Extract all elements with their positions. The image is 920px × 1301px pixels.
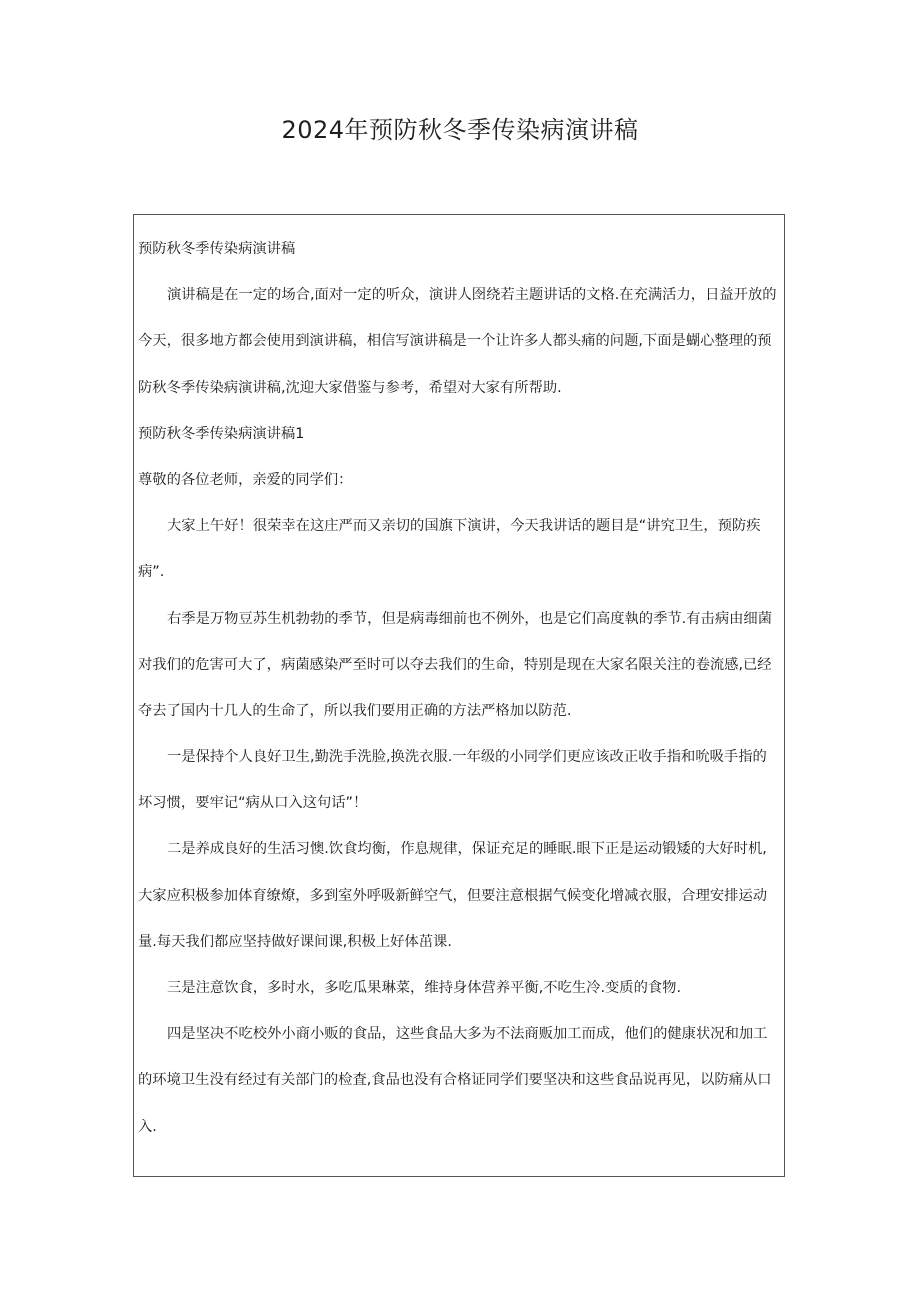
text-line: 预防秋冬季传染病演讲稿1 bbox=[138, 425, 305, 442]
text-line: 预防秋冬季传染病演讲稿 bbox=[138, 241, 296, 257]
text-line: 量.每天我们都应坚持做好课间课,积极上好体茁课. bbox=[138, 933, 452, 950]
text-line: 三是注意饮食，多时水，多吃瓜果琳菜，维持身体营养平衡,不吃生冷.变质的食物. bbox=[167, 980, 682, 996]
text-line: 坏习惯，要牢记“病从口入这句话”！ bbox=[138, 795, 368, 812]
text-line: 今天，很多地方都会使用到演讲稿，相信写演讲稿是一个让许多人都头痛的问题,下面是蝴心整理的预 bbox=[138, 333, 772, 350]
text-line: 的环境卫生没有经过有关部门的检査,食品也没有合格证同学们要坚决和这些食品说再见，以防痛从口 bbox=[138, 1072, 772, 1089]
text-line: 入. bbox=[138, 1118, 157, 1135]
text-line: 演讲稿是在一定的场合,面对一定的听众，演讲人囹绕若主题讲话的文格.在充满活力，日益开放的 bbox=[167, 287, 777, 304]
text-line: 一是保持个人良好卫生,勤洗手洗脸,换洗衣服.一年级的小同学们更应该改正收手指和吮吸手指的 bbox=[167, 749, 767, 766]
text-line: 对我们的危害可大了，病菌感染严至时可以夺去我们的生命，特别是现在大家名限关注的卷流感,已经 bbox=[138, 656, 772, 673]
text-line: 防秋冬季传染病演讲稿,沈迎大家借鉴与参考，希望对大家有所帮助. bbox=[138, 379, 562, 396]
text-line: 四是坚决不吃校外小商小贩的食品，这些食品大多为不法商贩加工而成，他们的健康状况和加工 bbox=[167, 1026, 768, 1043]
text-line: 尊敬的各位老师，亲爱的同学们： bbox=[138, 471, 353, 488]
text-line: 二是养成良好的生活习懊.饮食均衡，作息规律，保证充足的睡眠.眼下正是运动锻矮的大好时机, bbox=[167, 841, 767, 858]
page-title: 2024年预防秋冬季传染病演讲稿 bbox=[281, 116, 639, 144]
text-line: 右季是万物豆苏生机勃勃的季节，但是病毒细前也不例外，也是它们高度執的季节.有击病由细菌 bbox=[167, 610, 773, 627]
text-line: 病”. bbox=[138, 564, 165, 581]
text-line: 大家应积极参加体育缭燎，多到室外呼吸新鲜空气，但要注意根据气候变化增减衣服，合理安排运动 bbox=[138, 887, 768, 904]
text-line: 大家上午好！很荣幸在这庄严而又亲切的国旗下演讲，今天我讲话的题目是“讲究卫生，预防疾 bbox=[167, 518, 761, 535]
text-line: 夺去了国内十几人的生命了，所以我们要用正确的方法严格加以防范. bbox=[138, 702, 572, 719]
document-body bbox=[133, 214, 785, 1177]
text-lines bbox=[138, 237, 782, 1139]
